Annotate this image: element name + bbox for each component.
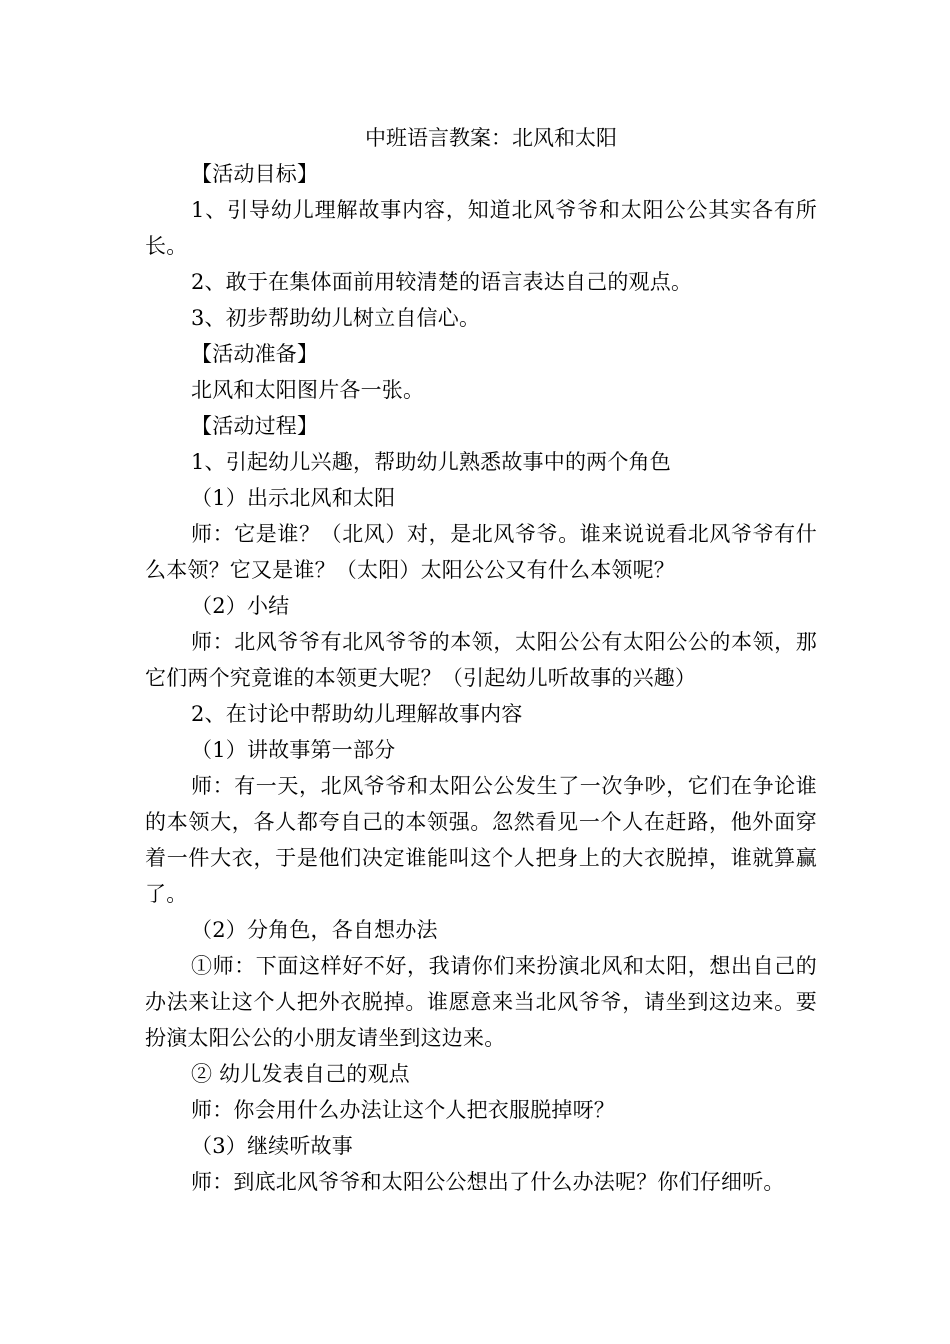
teacher-dialogue: ①师：下面这样好不好，我请你们来扮演北风和太阳，想出自己的办法来让这个人把外衣脱掉。谁愿意来当北风爷爷，请坐到这边来。要扮演太阳公公的小朋友请坐到这边来。 bbox=[145, 954, 817, 1050]
process-substep: ② 幼儿发表自己的观点 bbox=[191, 1062, 410, 1086]
teacher-dialogue: 师：北风爷爷有北风爷爷的本领，太阳公公有太阳公公的本领，那它们两个究竟谁的本领更大呢？（引起幼儿听故事的兴趣） bbox=[145, 630, 817, 690]
goal-item-2: 2、敢于在集体面前用较清楚的语言表达自己的观点。 bbox=[191, 270, 693, 294]
process-step-1: 1、引起幼儿兴趣，帮助幼儿熟悉故事中的两个角色 bbox=[191, 450, 671, 474]
document-title: 中班语言教案：北风和太阳 bbox=[365, 126, 617, 150]
section-heading-preparation: 【活动准备】 bbox=[191, 342, 319, 366]
process-substep: （1）讲故事第一部分 bbox=[191, 738, 396, 762]
document-body bbox=[145, 120, 817, 1200]
process-substep: （2）分角色，各自想办法 bbox=[191, 918, 438, 942]
teacher-dialogue: 师：有一天，北风爷爷和太阳公公发生了一次争吵，它们在争论谁的本领大，各人都夸自己的本领强。忽然看见一个人在赶路，他外面穿着一件大衣，于是他们决定谁能叫这个人把身上的大衣脱掉，谁就算赢了。 bbox=[145, 774, 817, 906]
teacher-dialogue: 师：它是谁？（北风）对，是北风爷爷。谁来说说看北风爷爷有什么本领？它又是谁？（太阳）太阳公公又有什么本领呢？ bbox=[145, 522, 817, 582]
process-substep: （2）小结 bbox=[191, 594, 290, 618]
preparation-text: 北风和太阳图片各一张。 bbox=[191, 378, 425, 402]
goal-item-1: 1、引导幼儿理解故事内容，知道北风爷爷和太阳公公其实各有所长。 bbox=[145, 198, 817, 258]
teacher-dialogue: 师：到底北风爷爷和太阳公公想出了什么办法呢？你们仔细听。 bbox=[191, 1170, 785, 1194]
process-substep: （3）继续听故事 bbox=[191, 1134, 353, 1158]
process-step-2: 2、在讨论中帮助幼儿理解故事内容 bbox=[191, 702, 523, 726]
process-substep: （1）出示北风和太阳 bbox=[191, 486, 396, 510]
section-heading-process: 【活动过程】 bbox=[191, 414, 319, 438]
section-heading-goals: 【活动目标】 bbox=[191, 162, 319, 186]
goal-item-3: 3、初步帮助幼儿树立自信心。 bbox=[191, 306, 481, 330]
teacher-dialogue: 师：你会用什么办法让这个人把衣服脱掉呀？ bbox=[191, 1098, 615, 1122]
